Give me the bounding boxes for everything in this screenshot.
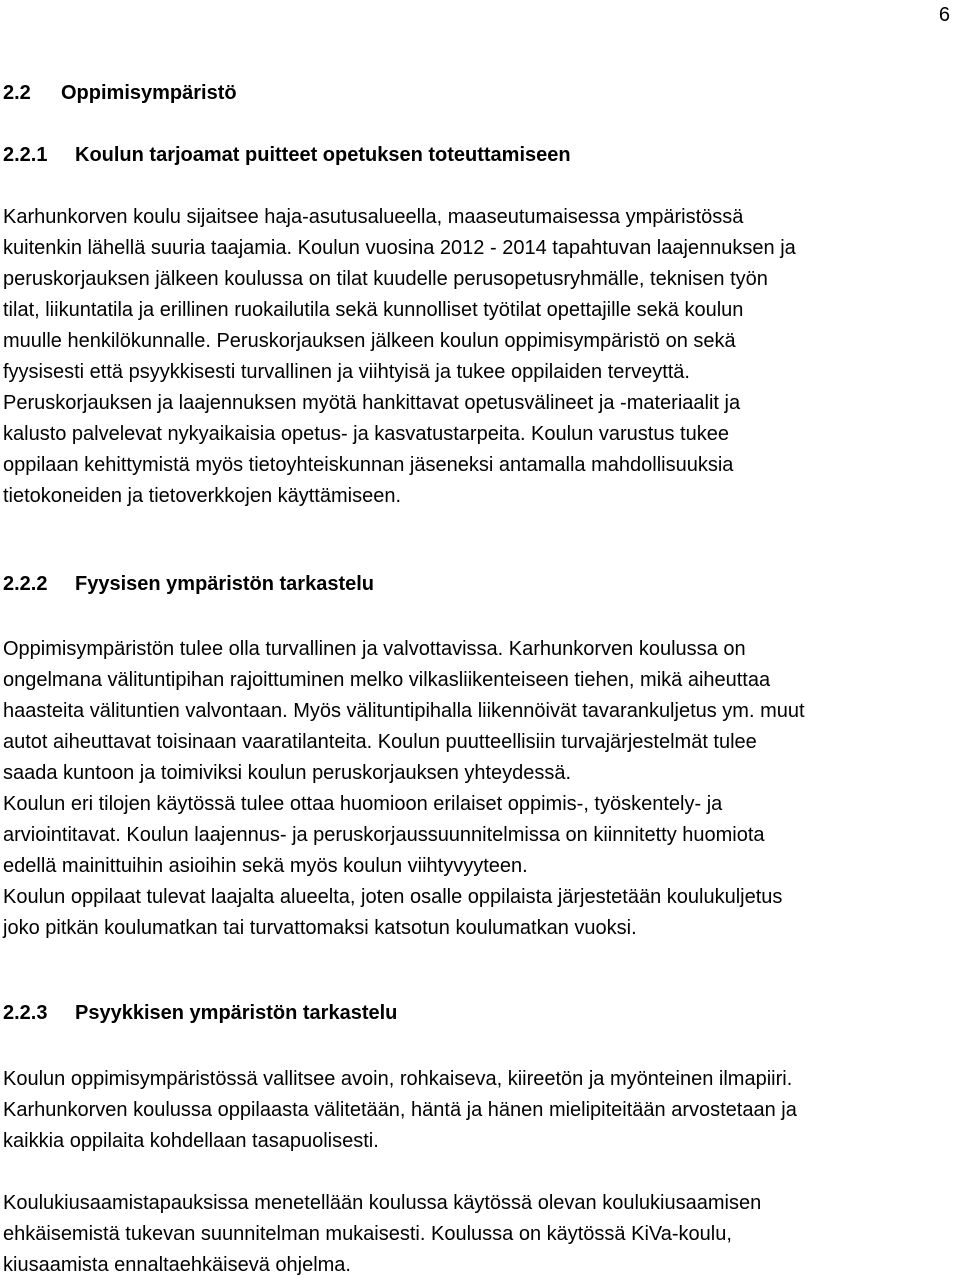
paragraph-2-2-2	[3, 634, 958, 944]
text-line: kaikkia oppilaita kohdellaan tasapuolisesti.	[3, 1130, 379, 1152]
paragraph-2-2-3-a	[3, 1064, 958, 1157]
section-heading-2-2-1	[3, 144, 571, 167]
text-line: tilat, liikuntatila ja erillinen ruokailutila sekä kunnolliset työtilat opettajille sekä koulun	[3, 299, 744, 321]
section-heading-2-2-2	[3, 573, 374, 596]
text-line: muulle henkilökunnalle. Peruskorjauksen jälkeen koulun oppimisympäristö on sekä	[3, 330, 736, 352]
text-line: ongelmana välituntipihan rajoittuminen melko vilkasliikenteiseen tiehen, mikä aiheuttaa	[3, 669, 771, 691]
text-line: joko pitkän koulumatkan tai turvattomaksi katsotun koulumatkan vuoksi.	[3, 917, 637, 939]
text-line: Koulukiusaamistapauksissa menetellään koulussa käytössä olevan koulukiusaamisen	[3, 1192, 762, 1214]
text-line: kuitenkin lähellä suuria taajamia. Koulun vuosina 2012 - 2014 tapahtuvan laajennuksen ja	[3, 237, 796, 259]
text-line: ehkäisemistä tukevan suunnitelman mukaisesti. Koulussa on käytössä KiVa-koulu,	[3, 1223, 732, 1245]
text-line: Peruskorjauksen ja laajennuksen myötä hankittavat opetusvälineet ja -materiaalit ja	[3, 392, 741, 414]
section-heading-2-2-3	[3, 1002, 397, 1025]
text-line: autot aiheuttavat toisinaan vaaratilanteita. Koulun puutteellisiin turvajärjestelmät tulee	[3, 731, 757, 753]
text-line: fyysisesti että psyykkisesti turvallinen ja viihtyisä ja tukee oppilaiden terveyttä.	[3, 361, 690, 383]
section-heading-2-2	[3, 82, 237, 105]
page-number: 6	[938, 4, 950, 26]
section-number: 2.2.1	[3, 144, 48, 166]
section-title: Psyykkisen ympäristön tarkastelu	[75, 1002, 398, 1024]
text-line: kalusto palvelevat nykyaikaisia opetus- ja kasvatustarpeita. Koulun varustus tukee	[3, 423, 729, 445]
section-title: Oppimisympäristö	[61, 82, 237, 104]
text-line: edellä mainittuihin asioihin sekä myös koulun viihtyvyyteen.	[3, 855, 528, 877]
text-line: saada kuntoon ja toimiviksi koulun peruskorjauksen yhteydessä.	[3, 762, 572, 784]
section-title: Fyysisen ympäristön tarkastelu	[75, 573, 375, 595]
paragraph-2-2-1	[3, 202, 958, 512]
section-number: 2.2.2	[3, 573, 48, 595]
text-line: kiusaamista ennaltaehkäisevä ohjelma.	[3, 1254, 351, 1276]
text-line: Karhunkorven koulu sijaitsee haja-asutusalueella, maaseutumaisessa ympäristössä	[3, 206, 744, 228]
section-title: Koulun tarjoamat puitteet opetuksen toteuttamiseen	[75, 144, 571, 166]
text-line: Karhunkorven koulussa oppilaasta välitetään, häntä ja hänen mielipiteitään arvostetaan ja	[3, 1099, 797, 1121]
text-line: Koulun eri tilojen käytössä tulee ottaa huomioon erilaiset oppimis-, työskentely- ja	[3, 793, 723, 815]
text-line: arviointitavat. Koulun laajennus- ja peruskorjaussuunnitelmissa on kiinnitetty huomiota	[3, 824, 765, 846]
text-line: tietokoneiden ja tietoverkkojen käyttämiseen.	[3, 485, 402, 507]
section-number: 2.2	[3, 82, 31, 104]
text-line: Oppimisympäristön tulee olla turvallinen ja valvottavissa. Karhunkorven koulussa on	[3, 638, 746, 660]
text-line: Koulun oppimisympäristössä vallitsee avoin, rohkaiseva, kiireetön ja myönteinen ilmapiiri.	[3, 1068, 793, 1090]
text-line: Koulun oppilaat tulevat laajalta alueelta, joten osalle oppilaista järjestetään koulukuljetus	[3, 886, 783, 908]
paragraph-2-2-3-b	[3, 1188, 958, 1281]
section-number: 2.2.3	[3, 1002, 48, 1024]
text-line: oppilaan kehittymistä myös tietoyhteiskunnan jäseneksi antamalla mahdollisuuksia	[3, 454, 734, 476]
text-line: haasteita välituntien valvontaan. Myös välituntipihalla liikennöivät tavarankuljetus ym. muut	[3, 700, 805, 722]
text-line: peruskorjauksen jälkeen koulussa on tilat kuudelle perusopetusryhmälle, teknisen työn	[3, 268, 768, 290]
